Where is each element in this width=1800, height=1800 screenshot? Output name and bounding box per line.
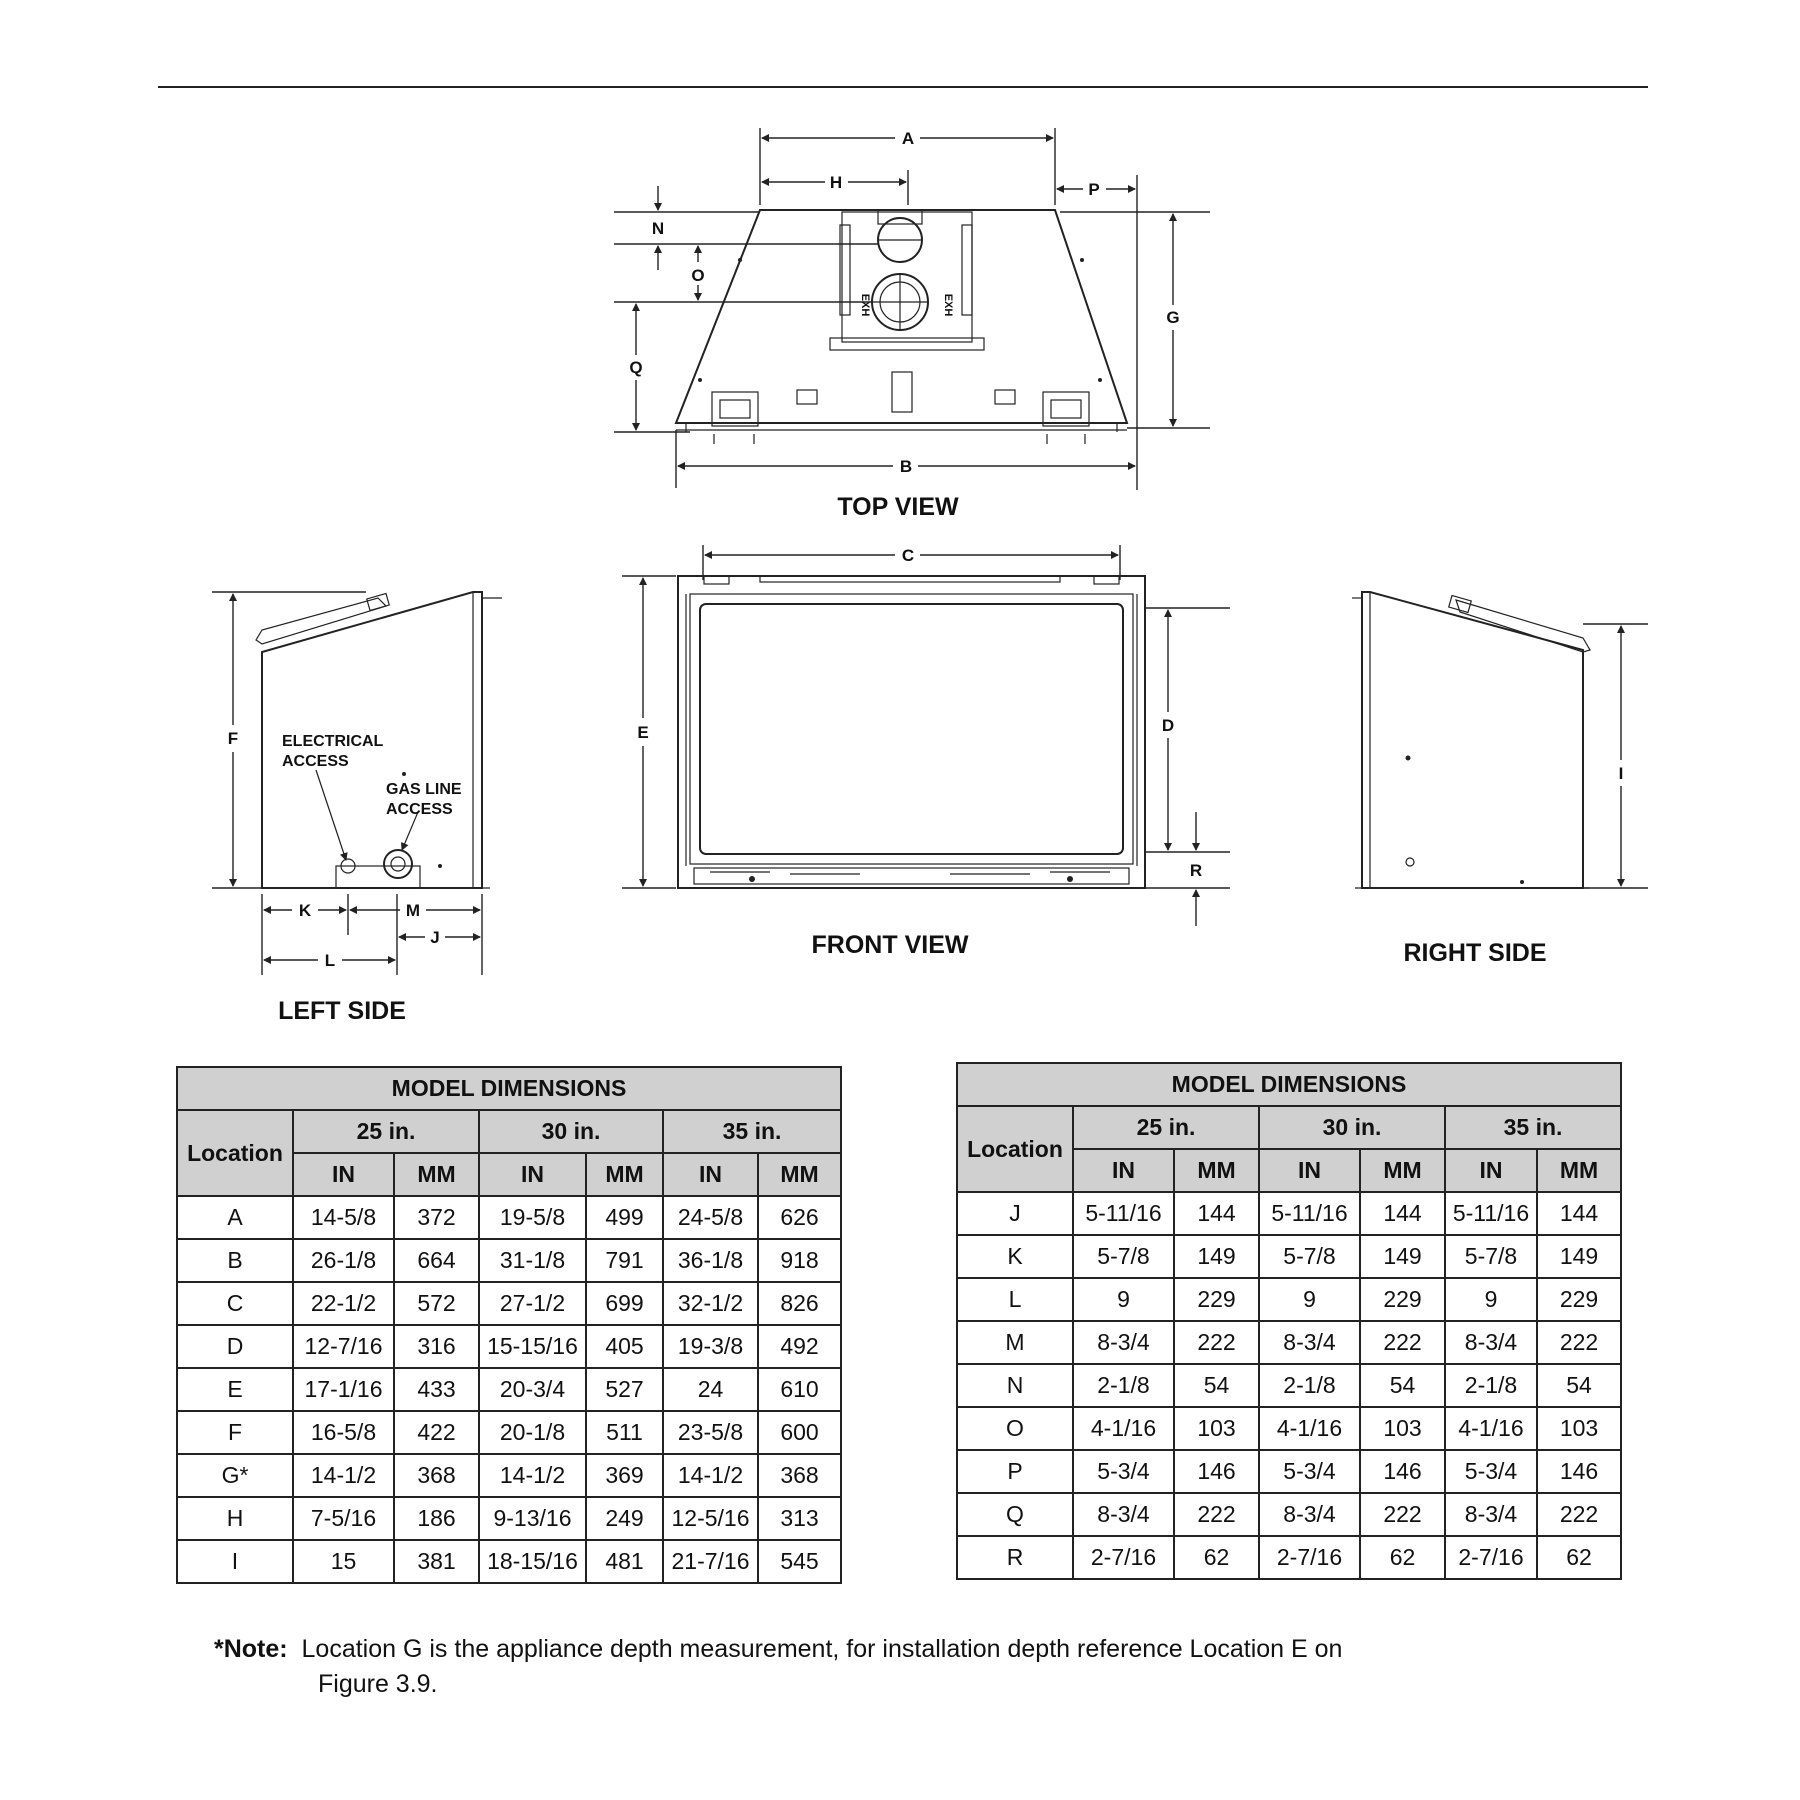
table-row [177, 1368, 841, 1411]
value-cell: 369 [586, 1454, 663, 1497]
table-row [957, 1493, 1621, 1536]
value-cell: 103 [1537, 1407, 1621, 1450]
table-row [177, 1239, 841, 1282]
front-view [622, 545, 1230, 959]
unit-header: MM [394, 1153, 479, 1196]
value-cell: 5-7/8 [1445, 1235, 1537, 1278]
value-cell: 545 [758, 1540, 841, 1583]
value-cell: 2-1/8 [1445, 1364, 1537, 1407]
value-cell: 23-5/8 [663, 1411, 758, 1454]
dim-label-n: N [651, 219, 665, 238]
value-cell: 433 [394, 1368, 479, 1411]
size-header: 35 in. [663, 1110, 841, 1153]
location-cell: C [177, 1282, 293, 1325]
value-cell: 249 [586, 1497, 663, 1540]
unit-header: MM [1537, 1149, 1621, 1192]
size-header: 30 in. [1259, 1106, 1445, 1149]
location-cell: E [177, 1368, 293, 1411]
dim-label-k: K [298, 901, 312, 920]
value-cell: 699 [586, 1282, 663, 1325]
value-cell: 626 [758, 1196, 841, 1239]
value-cell: 4-1/16 [1073, 1407, 1174, 1450]
right-side-label: RIGHT SIDE [1403, 939, 1547, 967]
note-text-line2: Figure 3.9. [318, 1670, 438, 1698]
table-row [177, 1454, 841, 1497]
table-row [957, 1278, 1621, 1321]
table-row [177, 1540, 841, 1583]
value-cell: 9 [1073, 1278, 1174, 1321]
value-cell: 372 [394, 1196, 479, 1239]
location-cell: P [957, 1450, 1073, 1493]
dim-label-e: E [637, 723, 649, 742]
value-cell: 229 [1360, 1278, 1445, 1321]
dim-label-g: G [1166, 308, 1180, 327]
value-cell: 36-1/8 [663, 1239, 758, 1282]
value-cell: 222 [1360, 1493, 1445, 1536]
unit-header: IN [1259, 1149, 1360, 1192]
table-row [957, 1235, 1621, 1278]
value-cell: 5-3/4 [1073, 1450, 1174, 1493]
size-header: 25 in. [293, 1110, 479, 1153]
value-cell: 62 [1537, 1536, 1621, 1579]
table-row [177, 1325, 841, 1368]
table-row [177, 1411, 841, 1454]
value-cell: 222 [1537, 1493, 1621, 1536]
location-header: Location [957, 1106, 1073, 1192]
value-cell: 21-7/16 [663, 1540, 758, 1583]
value-cell: 791 [586, 1239, 663, 1282]
location-header: Location [177, 1110, 293, 1196]
location-cell: J [957, 1192, 1073, 1235]
value-cell: 222 [1537, 1321, 1621, 1364]
location-cell: L [957, 1278, 1073, 1321]
value-cell: 8-3/4 [1445, 1321, 1537, 1364]
value-cell: 19-5/8 [479, 1196, 586, 1239]
value-cell: 9 [1445, 1278, 1537, 1321]
size-header: 35 in. [1445, 1106, 1621, 1149]
model-dimensions-table-left [176, 1066, 842, 1584]
right-side-view [1352, 592, 1648, 967]
value-cell: 316 [394, 1325, 479, 1368]
unit-header: IN [293, 1153, 394, 1196]
value-cell: 14-1/2 [293, 1454, 394, 1497]
value-cell: 31-1/8 [479, 1239, 586, 1282]
exh-marking-right: EXH [942, 293, 954, 317]
value-cell: 572 [394, 1282, 479, 1325]
value-cell: 5-11/16 [1259, 1192, 1360, 1235]
table-row [957, 1364, 1621, 1407]
value-cell: 5-11/16 [1445, 1192, 1537, 1235]
value-cell: 9-13/16 [479, 1497, 586, 1540]
value-cell: 8-3/4 [1073, 1321, 1174, 1364]
value-cell: 222 [1174, 1321, 1259, 1364]
value-cell: 9 [1259, 1278, 1360, 1321]
exh-marking-left: EXH [859, 293, 871, 317]
value-cell: 2-7/16 [1259, 1536, 1360, 1579]
unit-header: IN [1073, 1149, 1174, 1192]
footnote [214, 1632, 1614, 1702]
value-cell: 5-7/8 [1073, 1235, 1174, 1278]
value-cell: 826 [758, 1282, 841, 1325]
value-cell: 8-3/4 [1259, 1321, 1360, 1364]
note-label: *Note: [214, 1635, 288, 1663]
left-side-view [212, 592, 502, 1025]
unit-header: IN [663, 1153, 758, 1196]
location-cell: R [957, 1536, 1073, 1579]
electrical-access-line1: ELECTRICAL [282, 733, 384, 750]
value-cell: 600 [758, 1411, 841, 1454]
value-cell: 146 [1360, 1450, 1445, 1493]
value-cell: 4-1/16 [1445, 1407, 1537, 1450]
value-cell: 146 [1174, 1450, 1259, 1493]
value-cell: 14-1/2 [663, 1454, 758, 1497]
dim-label-b: B [899, 457, 913, 476]
value-cell: 7-5/16 [293, 1497, 394, 1540]
dim-label-h: H [829, 173, 843, 192]
dim-label-m: M [405, 901, 421, 920]
gas-line-access-line2: ACCESS [386, 801, 453, 818]
value-cell: 5-7/8 [1259, 1235, 1360, 1278]
location-cell: N [957, 1364, 1073, 1407]
unit-header: MM [1360, 1149, 1445, 1192]
value-cell: 14-5/8 [293, 1196, 394, 1239]
value-cell: 149 [1360, 1235, 1445, 1278]
value-cell: 12-7/16 [293, 1325, 394, 1368]
value-cell: 229 [1537, 1278, 1621, 1321]
value-cell: 32-1/2 [663, 1282, 758, 1325]
dim-label-l: L [324, 951, 336, 970]
dim-label-p: P [1088, 180, 1100, 199]
value-cell: 14-1/2 [479, 1454, 586, 1497]
electrical-access-line2: ACCESS [282, 753, 349, 770]
table-row [957, 1450, 1621, 1493]
value-cell: 5-3/4 [1445, 1450, 1537, 1493]
location-cell: I [177, 1540, 293, 1583]
left-side-label: LEFT SIDE [278, 997, 406, 1025]
value-cell: 62 [1174, 1536, 1259, 1579]
value-cell: 103 [1174, 1407, 1259, 1450]
table-row [177, 1497, 841, 1540]
value-cell: 22-1/2 [293, 1282, 394, 1325]
location-cell: B [177, 1239, 293, 1282]
value-cell: 8-3/4 [1445, 1493, 1537, 1536]
value-cell: 144 [1174, 1192, 1259, 1235]
location-cell: G* [177, 1454, 293, 1497]
right-side-outline [1362, 592, 1583, 888]
value-cell: 2-1/8 [1259, 1364, 1360, 1407]
value-cell: 492 [758, 1325, 841, 1368]
value-cell: 15 [293, 1540, 394, 1583]
value-cell: 2-1/8 [1073, 1364, 1174, 1407]
value-cell: 144 [1360, 1192, 1445, 1235]
value-cell: 149 [1174, 1235, 1259, 1278]
value-cell: 12-5/16 [663, 1497, 758, 1540]
table-row [957, 1407, 1621, 1450]
location-cell: H [177, 1497, 293, 1540]
value-cell: 313 [758, 1497, 841, 1540]
location-cell: M [957, 1321, 1073, 1364]
value-cell: 499 [586, 1196, 663, 1239]
value-cell: 918 [758, 1239, 841, 1282]
unit-header: IN [479, 1153, 586, 1196]
value-cell: 381 [394, 1540, 479, 1583]
note-text-line1: Location G is the appliance depth measurement, for installation depth reference Location E on [301, 1635, 1343, 1663]
location-cell: D [177, 1325, 293, 1368]
gas-line-access-line1: GAS LINE [386, 781, 462, 798]
top-view-outline [676, 210, 1127, 423]
value-cell: 54 [1174, 1364, 1259, 1407]
value-cell: 24-5/8 [663, 1196, 758, 1239]
value-cell: 17-1/16 [293, 1368, 394, 1411]
value-cell: 5-3/4 [1259, 1450, 1360, 1493]
top-view-label: TOP VIEW [837, 493, 959, 521]
value-cell: 368 [394, 1454, 479, 1497]
value-cell: 2-7/16 [1073, 1536, 1174, 1579]
dim-label-o: O [691, 266, 705, 285]
unit-header: MM [586, 1153, 663, 1196]
value-cell: 8-3/4 [1259, 1493, 1360, 1536]
location-cell: O [957, 1407, 1073, 1450]
value-cell: 54 [1360, 1364, 1445, 1407]
value-cell: 405 [586, 1325, 663, 1368]
table-title: MODEL DIMENSIONS [177, 1067, 841, 1110]
unit-header: MM [1174, 1149, 1259, 1192]
table-title: MODEL DIMENSIONS [957, 1063, 1621, 1106]
dim-label-q: Q [629, 358, 643, 377]
value-cell: 144 [1537, 1192, 1621, 1235]
value-cell: 8-3/4 [1073, 1493, 1174, 1536]
value-cell: 368 [758, 1454, 841, 1497]
dim-label-d: D [1161, 716, 1175, 735]
location-cell: K [957, 1235, 1073, 1278]
dim-label-j: J [430, 928, 440, 947]
unit-header: MM [758, 1153, 841, 1196]
value-cell: 103 [1360, 1407, 1445, 1450]
table-row [957, 1321, 1621, 1364]
location-cell: Q [957, 1493, 1073, 1536]
size-header: 30 in. [479, 1110, 663, 1153]
value-cell: 15-15/16 [479, 1325, 586, 1368]
dim-label-f: F [227, 729, 239, 748]
value-cell: 18-15/16 [479, 1540, 586, 1583]
value-cell: 24 [663, 1368, 758, 1411]
location-cell: A [177, 1196, 293, 1239]
value-cell: 5-11/16 [1073, 1192, 1174, 1235]
value-cell: 26-1/8 [293, 1239, 394, 1282]
value-cell: 19-3/8 [663, 1325, 758, 1368]
front-view-outline [678, 576, 1145, 888]
dim-label-i: I [1618, 764, 1624, 783]
value-cell: 27-1/2 [479, 1282, 586, 1325]
value-cell: 664 [394, 1239, 479, 1282]
value-cell: 146 [1537, 1450, 1621, 1493]
value-cell: 610 [758, 1368, 841, 1411]
value-cell: 422 [394, 1411, 479, 1454]
size-header: 25 in. [1073, 1106, 1259, 1149]
value-cell: 20-3/4 [479, 1368, 586, 1411]
table-row [957, 1536, 1621, 1579]
value-cell: 527 [586, 1368, 663, 1411]
value-cell: 62 [1360, 1536, 1445, 1579]
value-cell: 481 [586, 1540, 663, 1583]
dim-label-r: R [1189, 861, 1203, 880]
location-cell: F [177, 1411, 293, 1454]
value-cell: 186 [394, 1497, 479, 1540]
dim-label-c: C [901, 546, 915, 565]
table-row [177, 1282, 841, 1325]
value-cell: 511 [586, 1411, 663, 1454]
table-row [957, 1192, 1621, 1235]
value-cell: 4-1/16 [1259, 1407, 1360, 1450]
model-dimensions-table-right [956, 1062, 1622, 1580]
dim-label-a: A [901, 129, 915, 148]
value-cell: 222 [1360, 1321, 1445, 1364]
value-cell: 20-1/8 [479, 1411, 586, 1454]
value-cell: 222 [1174, 1493, 1259, 1536]
front-view-label: FRONT VIEW [811, 931, 969, 959]
table-row [177, 1196, 841, 1239]
value-cell: 2-7/16 [1445, 1536, 1537, 1579]
top-view [614, 128, 1210, 521]
value-cell: 54 [1537, 1364, 1621, 1407]
value-cell: 149 [1537, 1235, 1621, 1278]
value-cell: 229 [1174, 1278, 1259, 1321]
value-cell: 16-5/8 [293, 1411, 394, 1454]
unit-header: IN [1445, 1149, 1537, 1192]
